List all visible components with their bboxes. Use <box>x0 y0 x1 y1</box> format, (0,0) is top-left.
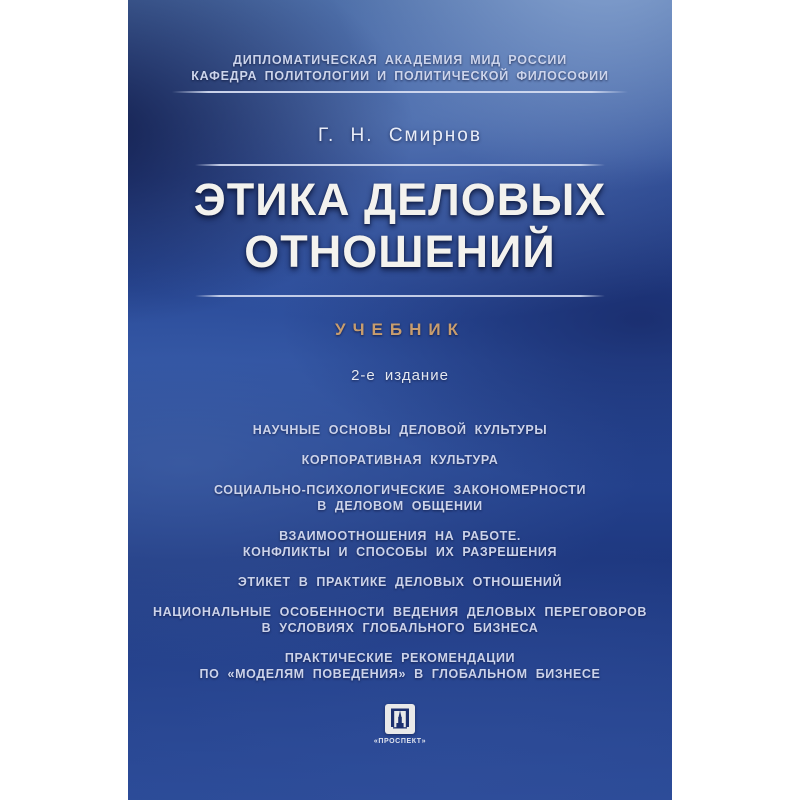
publisher-block <box>128 704 672 745</box>
author-name: Г. Н. Смирнов <box>318 125 482 146</box>
topic-item: ПРАКТИЧЕСКИЕ РЕКОМЕНДАЦИИ ПО «МОДЕЛЯМ ПОВЕДЕНИЯ» В ГЛОБАЛЬНОМ БИЗНЕСЕ <box>199 651 601 681</box>
book-title <box>128 174 672 278</box>
topic-item: КОРПОРАТИВНАЯ КУЛЬТУРА <box>301 453 499 467</box>
institution-line1: ДИПЛОМАТИЧЕСКАЯ АКАДЕМИЯ МИД РОССИИ <box>232 53 567 67</box>
topic-item: НАЦИОНАЛЬНЫЕ ОСОБЕННОСТИ ВЕДЕНИЯ ДЕЛОВЫХ ПЕРЕГОВОРОВ В УСЛОВИЯХ ГЛОБАЛЬНОГО БИЗНЕСА <box>152 605 648 635</box>
book-type-label: УЧЕБНИК <box>335 320 465 339</box>
institution-line2: КАФЕДРА ПОЛИТОЛОГИИ И ПОЛИТИЧЕСКОЙ ФИЛОСОФИИ <box>191 69 609 83</box>
institution-header <box>128 0 672 84</box>
topic-item: СОЦИАЛЬНО-ПСИХОЛОГИЧЕСКИЕ ЗАКОНОМЕРНОСТИ В ДЕЛОВОМ ОБЩЕНИИ <box>213 483 587 513</box>
book-title-line1: ЭТИКА ДЕЛОВЫХ <box>193 174 607 225</box>
title-divider-bottom <box>195 295 605 297</box>
title-divider-top <box>195 164 605 166</box>
topic-item: ВЗАИМООТНОШЕНИЯ НА РАБОТЕ. КОНФЛИКТЫ И СПОСОБЫ ИХ РАЗРЕШЕНИЯ <box>242 529 558 559</box>
prospekt-logo-icon <box>385 704 415 734</box>
book-cover <box>128 0 672 800</box>
book-title-line2: ОТНОШЕНИЙ <box>244 226 556 277</box>
topics-list <box>128 422 672 682</box>
publisher-name: «ПРОСПЕКТ» <box>373 738 427 745</box>
topic-item: ЭТИКЕТ В ПРАКТИКЕ ДЕЛОВЫХ ОТНОШЕНИЙ <box>237 575 563 589</box>
edition-label: 2-е издание <box>351 367 449 384</box>
topic-item: НАУЧНЫЕ ОСНОВЫ ДЕЛОВОЙ КУЛЬТУРЫ <box>252 423 548 437</box>
institution-divider <box>172 91 628 93</box>
